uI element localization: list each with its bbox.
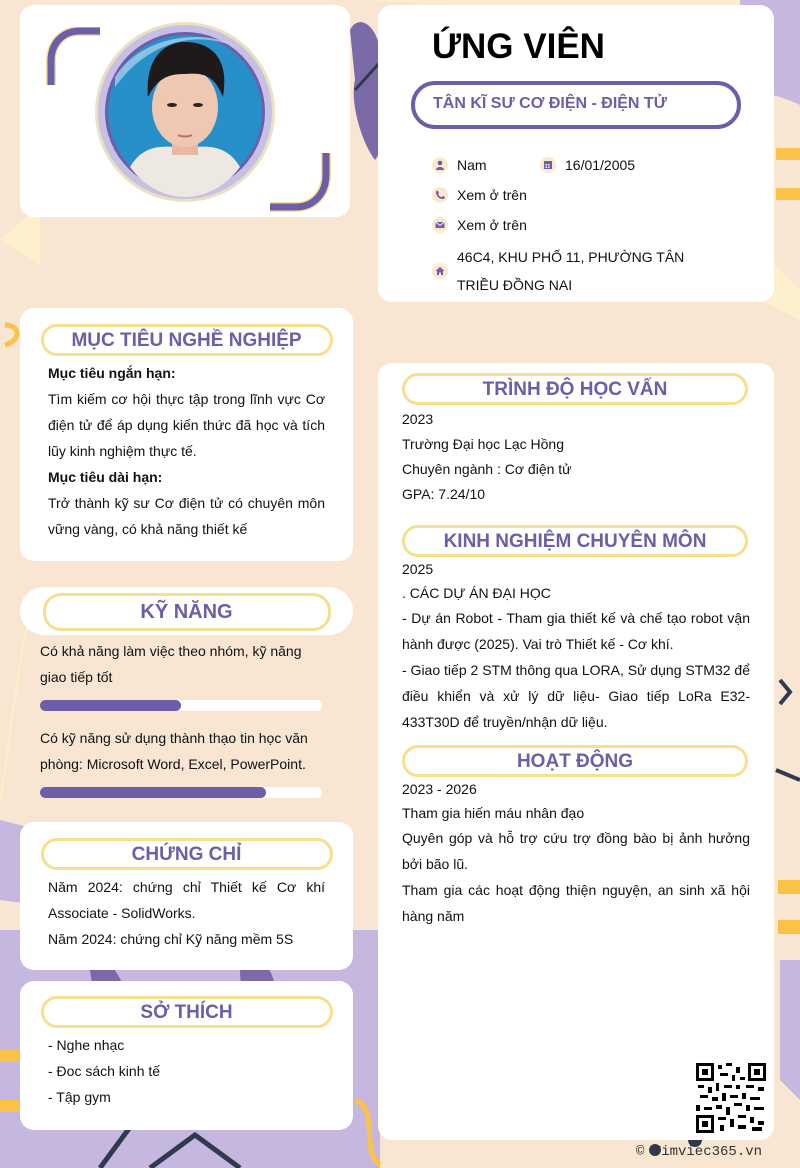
short-term-text: Tìm kiếm cơ hội thực tập trong lĩnh vực Cơ điện tử để áp dụng kiến thức đã học và tích lũy kinh nghiệm thực tế. (48, 391, 325, 459)
activities-period: 2023 - 2026 (402, 781, 477, 797)
skill-progress-bar (40, 787, 322, 798)
skills-title: KỸ NĂNG (43, 593, 331, 631)
certificates-title: CHỨNG CHỈ (41, 838, 333, 870)
candidate-name: ỨNG VIÊN (432, 27, 605, 66)
activity-item: Tham gia các hoạt động thiện nguyện, an sinh xã hội hàng năm (402, 882, 750, 924)
header-card (378, 5, 774, 302)
phone-value: Xem ở trên (457, 187, 527, 203)
objective-title: MỤC TIÊU NGHỀ NGHIỆP (41, 324, 333, 356)
skill-progress-bar (40, 700, 322, 711)
skill-progress-fill (40, 700, 181, 711)
activity-item: Quyên góp và hỗ trợ cứu trợ đồng bào bị ảnh hưởng bởi bão lũ. (402, 830, 750, 872)
qr-code-icon (696, 1063, 766, 1133)
education-year: 2023 (402, 411, 434, 427)
hobbies-title: SỞ THÍCH (41, 996, 333, 1028)
short-term-label: Mục tiêu ngắn hạn: (48, 365, 176, 381)
position-badge (411, 81, 741, 129)
activity-item: Tham gia hiến máu nhân đạo (402, 805, 585, 821)
address-row (432, 243, 684, 299)
experience-item: - Giao tiếp 2 STM thông qua LORA, Sử dụng STM32 để điều khiển và xử lý dữ liệu- Giao tiếp LoRa E32-433T30D để truyền/nhận dữ liệu. (402, 662, 750, 730)
calendar-icon (540, 157, 556, 173)
education-major: Chuyên ngành : Cơ điện tử (402, 461, 572, 477)
experience-year: 2025 (402, 561, 434, 577)
activities-title: HOẠT ĐỘNG (402, 745, 748, 777)
home-icon (432, 263, 448, 279)
experience-title: KINH NGHIỆM CHUYÊN MÔN (402, 525, 748, 557)
skill-progress-fill (40, 787, 266, 798)
skill-item-text: Có khả năng làm việc theo nhóm, kỹ năng giao tiếp tốt (40, 643, 302, 685)
user-icon (432, 157, 448, 173)
education-school: Trường Đại học Lạc Hồng (402, 436, 564, 452)
certificates-card (20, 822, 353, 970)
hobby-item: - Đoc sách kinh tế (48, 1063, 161, 1079)
education-title: TRÌNH ĐỘ HỌC VẤN (402, 373, 748, 405)
email-value: Xem ở trên (457, 217, 527, 233)
avatar-card (20, 5, 350, 217)
skill-item-text: Có kỹ năng sử dụng thành thạo tin học văn phòng: Microsoft Word, Excel, PowerPoint. (40, 730, 308, 772)
hobby-item: - Tập gym (48, 1089, 111, 1105)
certificate-item: Năm 2024: chứng chỉ Kỹ năng mềm 5S (48, 931, 294, 947)
address-line-1: 46C4, KHU PHỐ 11, PHƯỜNG TÂN (457, 249, 685, 265)
skills-title-card (20, 587, 353, 635)
mail-icon (432, 217, 448, 233)
gender-value: Nam (457, 157, 487, 173)
address-line-2: TRIỀU ĐỒNG NAI (457, 277, 573, 293)
long-term-text: Trở thành kỹ sư Cơ điện tử có chuyên môn vững vàng, có khả năng thiết kế (48, 495, 325, 537)
experience-heading: . CÁC DỰ ÁN ĐẠI HỌC (402, 585, 551, 601)
objective-card (20, 308, 353, 561)
main-content-card (378, 363, 774, 1140)
hobby-item: - Nghe nhạc (48, 1037, 125, 1053)
certificate-item: Năm 2024: chứng chỉ Thiết kế Cơ khí Associate - SolidWorks. (48, 879, 325, 921)
education-gpa: GPA: 7.24/10 (402, 486, 486, 502)
experience-item: - Dự án Robot - Tham gia thiết kế và chế tạo robot vận hành được (2025). Vai trò Thiết kế - Cơ khí. (402, 610, 750, 652)
watermark: © Timviec365.vn (636, 1144, 763, 1160)
birthday-row (540, 157, 635, 173)
avatar (90, 17, 280, 207)
phone-row (432, 187, 527, 203)
gender-row (432, 157, 487, 173)
hobbies-card (20, 981, 353, 1130)
phone-icon (432, 187, 448, 203)
birthday-value: 16/01/2005 (565, 157, 636, 173)
position-title: TÂN KĨ SƯ CƠ ĐIỆN - ĐIỆN TỬ (433, 95, 667, 112)
long-term-label: Mục tiêu dài hạn: (48, 469, 163, 485)
email-row (432, 217, 527, 233)
